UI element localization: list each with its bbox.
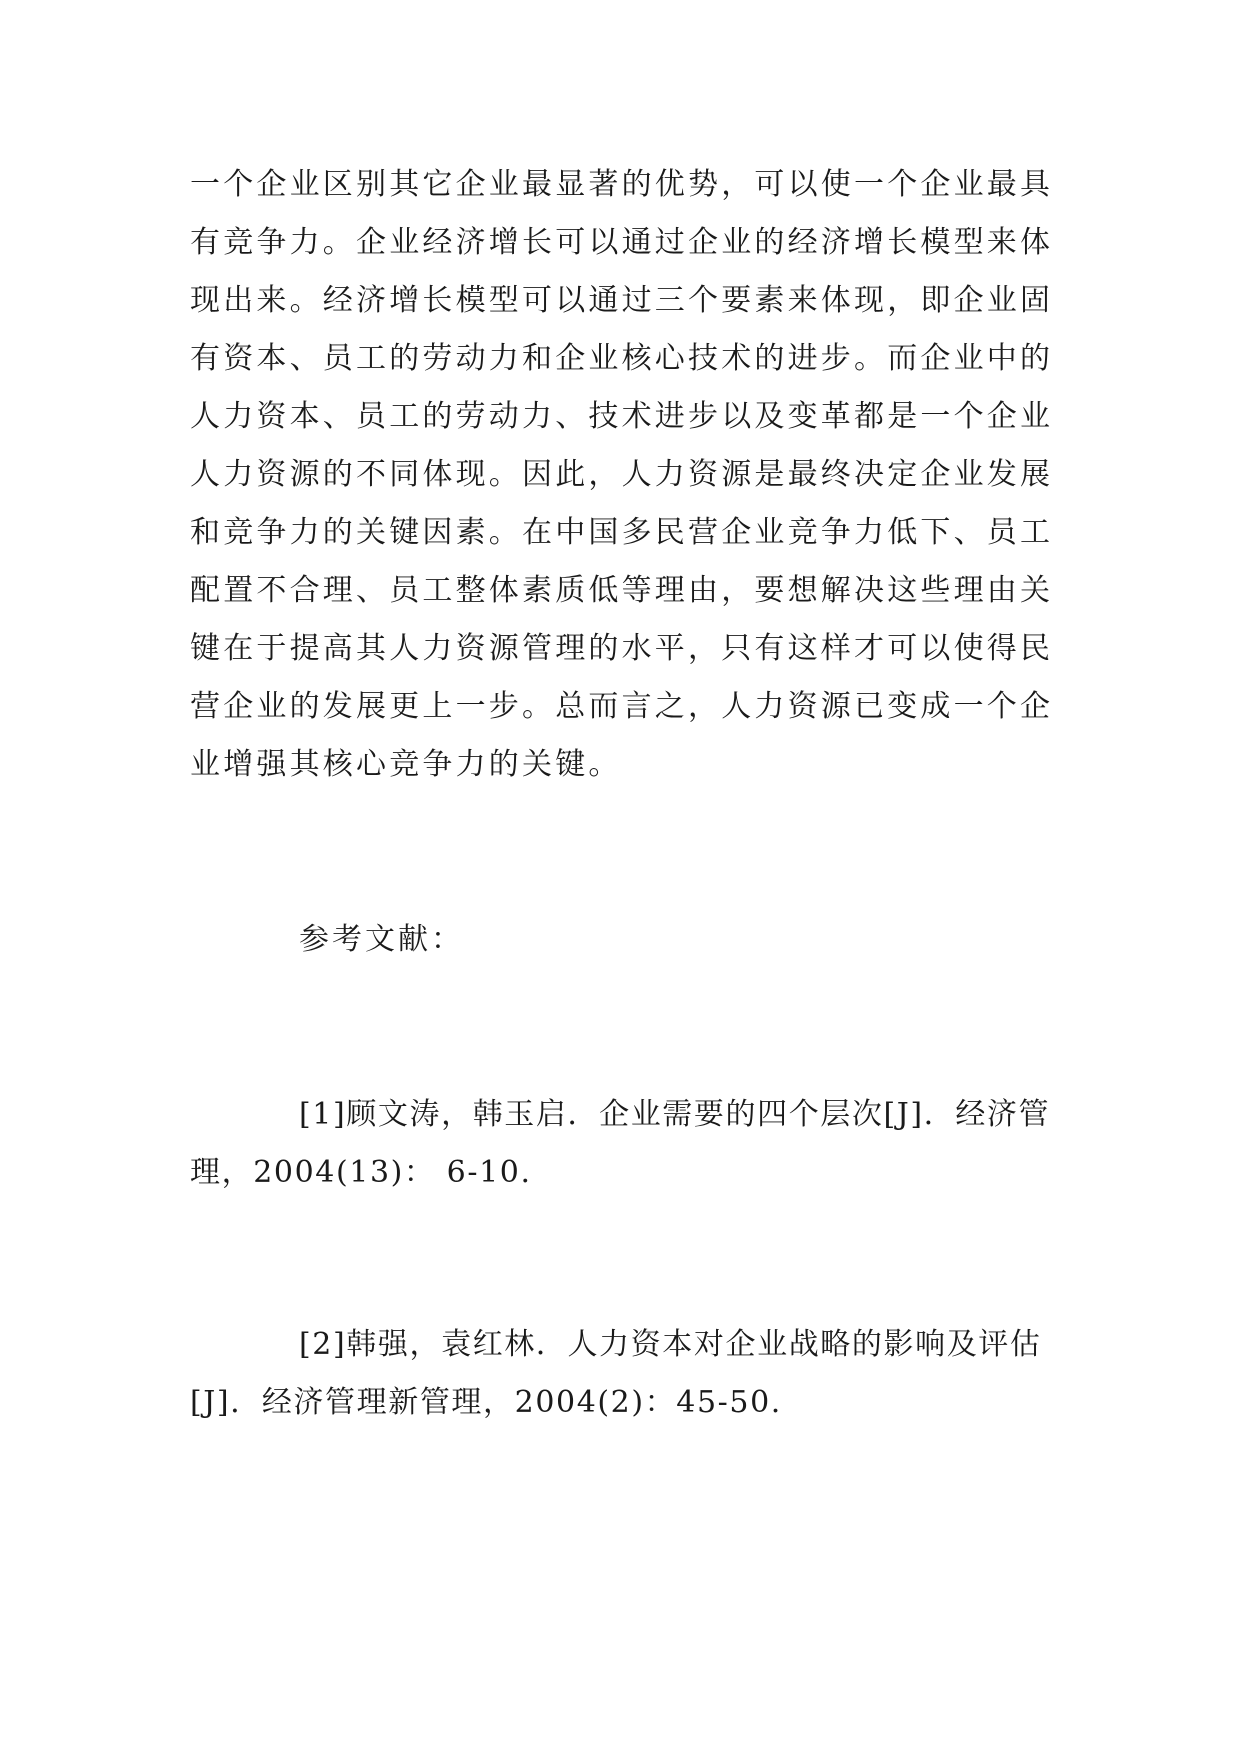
reference-2-line-2: [J]．经济管理新管理，2004(2)：45-50. [190, 1385, 782, 1420]
body-line-8: 配置不合理、员工整体素质低等理由，要想解决这些理由关 [190, 573, 1054, 608]
body-line-3: 现出来。经济增长模型可以通过三个要素来体现，即企业固 [190, 283, 1054, 318]
body-line-4: 有资本、员工的劳动力和企业核心技术的进步。而企业中的 [190, 341, 1054, 376]
body-line-10: 营企业的发展更上一步。总而言之，人力资源已变成一个企 [190, 689, 1054, 724]
body-line-7: 和竞争力的关键因素。在中国多民营企业竞争力低下、员工 [190, 515, 1054, 550]
references-heading: 参考文献： [299, 922, 464, 957]
body-line-2: 有竞争力。企业经济增长可以通过企业的经济增长模型来体 [190, 225, 1054, 260]
reference-2-line-1: [2]韩强，袁红林．人力资本对企业战略的影响及评估 [299, 1327, 1042, 1362]
reference-1-line-2: 理，2004(13)： 6-10. [190, 1155, 532, 1190]
body-line-1: 一个企业区别其它企业最显著的优势，可以使一个企业最具 [190, 167, 1054, 202]
body-line-5: 人力资本、员工的劳动力、技术进步以及变革都是一个企业 [190, 399, 1054, 434]
body-line-6: 人力资源的不同体现。因此，人力资源是最终决定企业发展 [190, 457, 1054, 492]
body-line-11: 业增强其核心竞争力的关键。 [190, 747, 622, 782]
body-line-9: 键在于提高其人力资源管理的水平，只有这样才可以使得民 [190, 631, 1054, 666]
reference-1-line-1: [1]顾文涛，韩玉启．企业需要的四个层次[J]．经济管 [299, 1097, 1051, 1132]
